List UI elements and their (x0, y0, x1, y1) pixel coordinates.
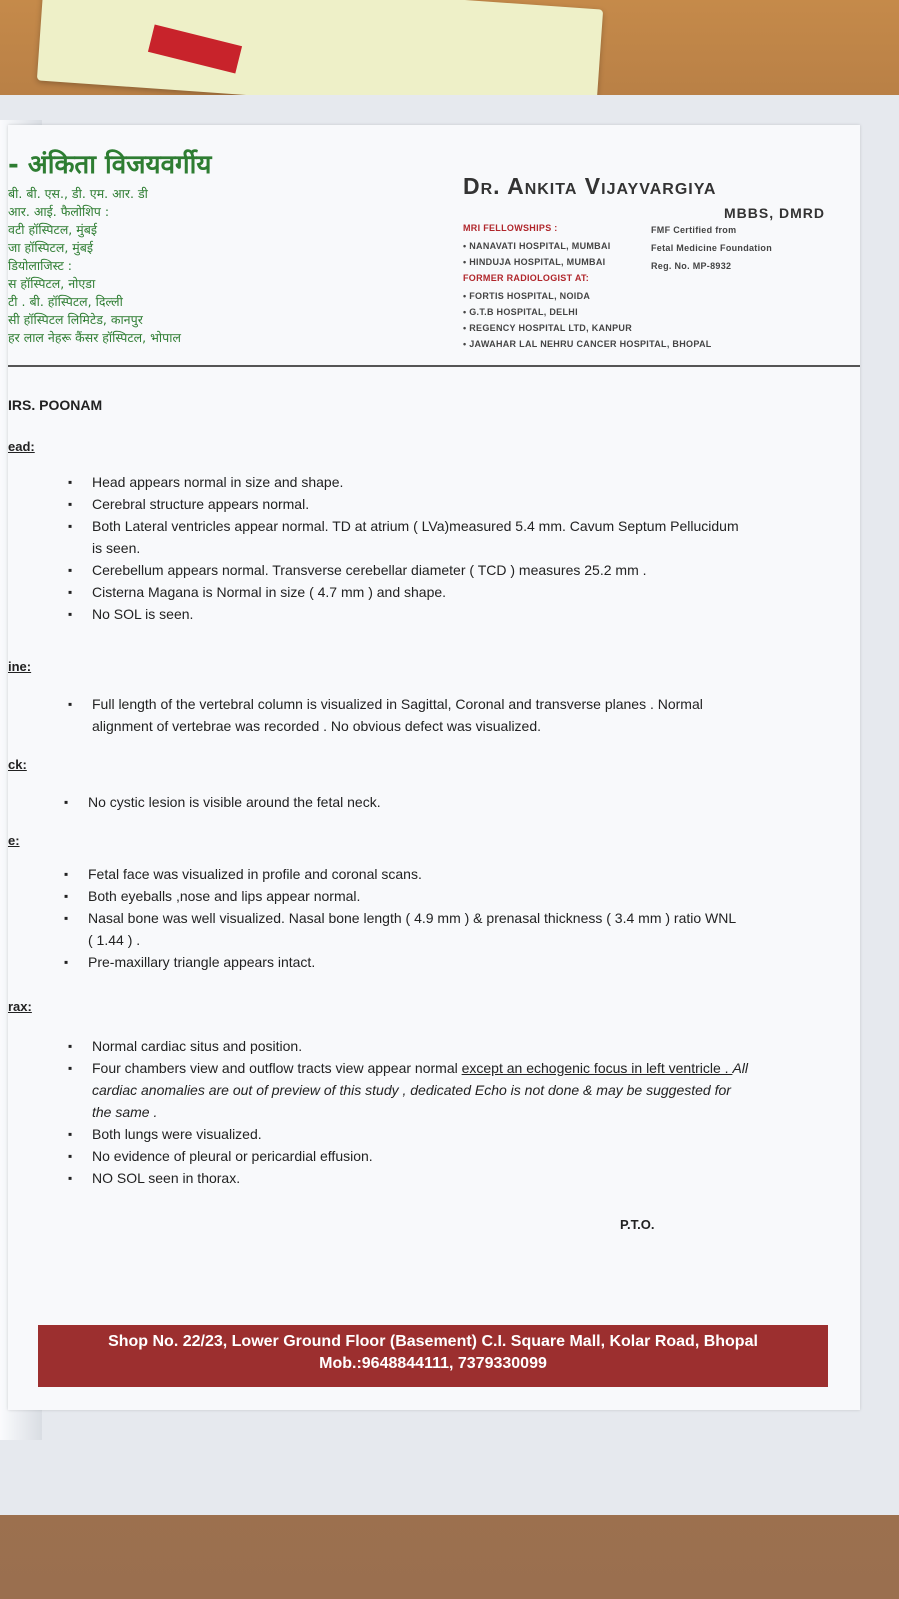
list-item: ▪ Both eyeballs ,nose and lips appear normal. (64, 885, 744, 907)
section-face-title: e: (8, 833, 20, 848)
section-head-title: ead: (8, 439, 35, 454)
list-item: ▪ Normal cardiac situs and position. (68, 1035, 748, 1057)
hindi-line: स हॉस्पिटल, नोएडा (8, 276, 96, 291)
former-radiologist-title: FORMER RADIOLOGIST AT: (463, 273, 590, 283)
hindi-line: टी . बी. हॉस्पिटल, दिल्ली (8, 294, 123, 309)
cardiac-text: Four chambers view and outflow tracts view appear normal (92, 1060, 462, 1076)
list-item: ▪ Pre-maxillary triangle appears intact. (64, 951, 744, 973)
footer-address-bar (38, 1325, 828, 1387)
pto-label: P.T.O. (620, 1217, 655, 1232)
list-item: ▪ Both lungs were visualized. (68, 1123, 748, 1145)
echogenic-focus-note: except an echogenic focus in left ventricle . (461, 1060, 733, 1076)
spine-findings (68, 693, 748, 737)
list-item: ▪ No evidence of pleural or pericardial effusion. (68, 1145, 748, 1167)
mri-fellowships-title: MRI FELLOWSHIPS : (463, 223, 558, 233)
echo-disclaimer: All cardiac anomalies are out of preview of this study , dedicated Echo is not done & may be suggested for the same . (92, 1060, 748, 1120)
mri-item: • NANAVATI HOSPITAL, MUMBAI (463, 241, 611, 251)
list-item: ▪ No SOL is seen. (68, 603, 748, 625)
hindi-line: आर. आई. फैलोशिप : (8, 204, 110, 219)
section-thorax-title: rax: (8, 999, 32, 1014)
fmf-foundation: Fetal Medicine Foundation (651, 243, 773, 253)
hindi-line: सी हॉस्पिटल लिमिटेड, कानपुर (8, 312, 143, 327)
hindi-doctor-name: - अंकिता विजयवर्गीय (8, 150, 212, 180)
list-item: ▪ NO SOL seen in thorax. (68, 1167, 748, 1189)
thorax-findings (68, 1035, 748, 1189)
section-neck-title: ck: (8, 757, 27, 772)
list-item: ▪ Nasal bone was well visualized. Nasal bone length ( 4.9 mm ) & prenasal thickness ( 3.4 mm ) ratio WNL ( 1.44 ) . (64, 907, 744, 951)
neck-findings (64, 791, 744, 813)
letterhead-english (463, 173, 843, 349)
former-item: • FORTIS HOSPITAL, NOIDA (463, 291, 591, 301)
list-item: ▪ Cerebellum appears normal. Transverse cerebellar diameter ( TCD ) measures 25.2 mm . (68, 559, 748, 581)
doctor-degree: MBBS, DMRD (724, 205, 825, 221)
letterhead-hindi (8, 145, 268, 347)
patient-name: IRS. POONAM (8, 397, 103, 413)
fmf-certified: FMF Certified from (651, 225, 737, 235)
hindi-line: जा हॉस्पिटल, मुंबई (8, 240, 94, 255)
list-item: ▪ No cystic lesion is visible around the fetal neck. (64, 791, 744, 813)
face-findings (64, 863, 744, 973)
doctor-name: Dr. Ankita Vijayvargiya (463, 173, 717, 199)
hindi-line: बी. बी. एस., डी. एम. आर. डी (8, 186, 148, 201)
list-item: ▪ Head appears normal in size and shape. (68, 471, 748, 493)
hindi-line: हर लाल नेहरू कैंसर हॉस्पिटल, भोपाल (8, 330, 181, 345)
former-item: • JAWAHAR LAL NEHRU CANCER HOSPITAL, BHOPAL (463, 339, 712, 349)
list-item: ▪ Both Lateral ventricles appear normal. TD at atrium ( LVa)measured 5.4 mm. Cavum Septum Pellucidum is seen. (68, 515, 748, 559)
list-item: ▪ Cerebral structure appears normal. (68, 493, 748, 515)
registration-number: Reg. No. MP-8932 (651, 261, 732, 271)
list-item: ▪ Full length of the vertebral column is visualized in Sagittal, Coronal and transverse planes . Normal alignment of vertebrae was recorded . No obvious defect was visualized. (68, 693, 748, 737)
former-item: • REGENCY HOSPITAL LTD, KANPUR (463, 323, 632, 333)
mri-item: • HINDUJA HOSPITAL, MUMBAI (463, 257, 606, 267)
hindi-line: डियोलाजिस्ट : (8, 258, 72, 273)
hindi-line: वटी हॉस्पिटल, मुंबई (8, 222, 98, 237)
report-page (8, 125, 860, 1410)
footer-mobile: Mob.:9648844111, 7379330099 (319, 1355, 547, 1372)
section-spine-title: ine: (8, 659, 32, 674)
list-item: ▪ Cisterna Magana is Normal in size ( 4.7 mm ) and shape. (68, 581, 748, 603)
footer-address: Shop No. 22/23, Lower Ground Floor (Basement) C.I. Square Mall, Kolar Road, Bhopal (108, 1333, 758, 1350)
letterhead-divider (8, 365, 860, 367)
list-item-cardiac (68, 1057, 748, 1123)
former-item: • G.T.B HOSPITAL, DELHI (463, 307, 578, 317)
head-findings (68, 471, 748, 625)
list-item: ▪ Fetal face was visualized in profile and coronal scans. (64, 863, 744, 885)
